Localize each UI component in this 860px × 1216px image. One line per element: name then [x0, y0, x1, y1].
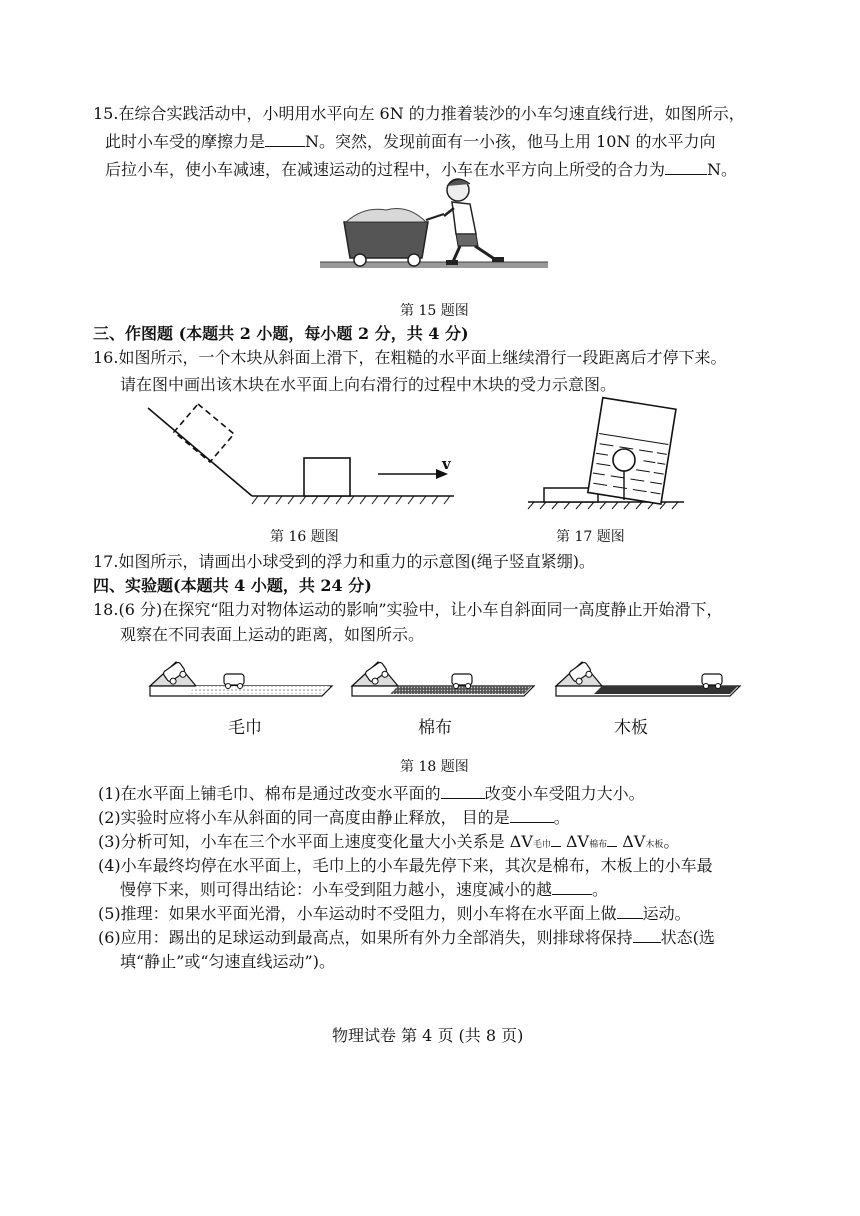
surface-label-cloth: 棉布	[418, 718, 452, 738]
q18-part5	[98, 902, 691, 926]
delta-v-mianbu: ΔV	[565, 832, 590, 851]
q18-line2: 观察在不同表面上运动的距离，如图所示。	[120, 625, 425, 644]
q18-part2-text-b: 。	[553, 808, 570, 827]
q17-text: 17.如图所示，请画出小球受到的浮力和重力的示意图(绳子竖直紧绷)。	[93, 552, 595, 571]
q16-line2: 请在图中画出该木块在水平面上向右滑行的过程中木块的受力示意图。	[120, 375, 617, 394]
answer-blank	[441, 782, 485, 799]
q15-line3-text-a: 后拉小车，使小车减速，在减速运动的过程中，小车在水平方向上所受的合力为	[105, 160, 666, 179]
q18-part4-text-b: 慢停下来，则可得出结论：小车受到阻力越小，速度减小的越	[120, 880, 553, 899]
page-footer: 物理试卷 第 4 页 (共 8 页)	[332, 1026, 524, 1045]
figure-17-caption: 第 17 题图	[556, 529, 625, 545]
q18-part2-text-a: (2)实验时应将小车从斜面的同一高度由静止释放， 目的是	[98, 808, 510, 827]
q18-part1	[98, 782, 645, 806]
q18-part3-text-a: (3)分析可知，小车在三个水平面上速度变化量大小关系是	[98, 832, 505, 851]
answer-blank	[551, 830, 561, 847]
figure-16-caption: 第 16 题图	[270, 529, 339, 545]
q18-line1: 18.(6 分)在探究“阻力对物体运动的影响”实验中，让小车自斜面同一高度静止开始滑下，	[93, 600, 723, 619]
answer-blank	[265, 130, 305, 147]
surface-label-wood: 木板	[614, 718, 648, 738]
q15-line2-text-a: 此时小车受的摩擦力是	[105, 132, 266, 151]
answer-blank	[510, 806, 554, 823]
q18-part1-text-b: 改变小车受阻力大小。	[484, 784, 645, 803]
q18-part6-line2: 填“静止”或“匀速直线运动”)。	[120, 952, 335, 971]
q18-part6-line1	[98, 926, 715, 950]
answer-blank	[633, 926, 661, 943]
surface-label-towel: 毛巾	[228, 718, 262, 738]
q18-part3-end: 。	[663, 832, 680, 851]
q15-line2-text-b: N。突然，发现前面有一小孩，他马上用 10N 的水平力向	[305, 132, 716, 151]
q18-part6-text-b: 状态(选	[660, 928, 715, 947]
q16-line1: 16.如图所示，一个木块从斜面上滑下，在粗糙的水平面上继续滑行一段距离后才停下来。	[93, 348, 727, 367]
q18-part5-text-a: (5)推理：如果水平面光滑，小车运动时不受阻力，则小车将在水平面上做	[98, 904, 617, 923]
surface-panel-wood	[556, 661, 740, 696]
figure-18-caption: 第 18 题图	[400, 759, 469, 775]
answer-blank	[607, 830, 617, 847]
surface-panel-cloth	[352, 661, 534, 696]
q18-part4-line2	[120, 878, 608, 902]
q18-part4-line1: (4)小车最终均停在水平面上，毛巾上的小车最先停下来，其次是棉布，木板上的小车最	[98, 856, 713, 875]
figure-15-boy-pushing-cart	[320, 172, 550, 284]
answer-blank	[552, 878, 592, 895]
figure-16-incline-block	[148, 404, 458, 512]
velocity-label: v	[442, 455, 451, 473]
answer-blank	[665, 158, 707, 175]
q18-part3	[98, 830, 679, 857]
q18-part1-text-a: (1)在水平面上铺毛巾、棉布是通过改变水平面的	[98, 784, 441, 803]
delta-v-maojin: ΔV	[509, 832, 533, 851]
subscript-maojin: 毛巾	[532, 840, 551, 850]
answer-blank	[617, 902, 643, 919]
q18-part6-text-a: (6)应用：踢出的足球运动到最高点，如果所有外力全部消失，则排球将保持	[98, 928, 633, 947]
figure-18-surface-experiment	[146, 656, 746, 712]
subscript-muban: 木板	[645, 840, 664, 850]
section-3-heading: 三、作图题 (本题共 2 小题，每小题 2 分，共 4 分)	[93, 324, 469, 343]
subscript-mianbu: 棉布	[589, 840, 608, 850]
surface-panel-towel	[150, 661, 332, 696]
q18-part5-text-b: 运动。	[642, 904, 691, 923]
figure-17-container-ball	[528, 396, 688, 512]
section-4-heading: 四、实验题(本题共 4 小题，共 24 分)	[93, 576, 372, 595]
q18-part4-text-c: 。	[592, 880, 609, 899]
q15-line1: 15.在综合实践活动中，小明用水平向左 6N 的力推着装沙的小车匀速直线行进，如图所示，	[93, 104, 745, 123]
q15-line3-text-b: N。	[707, 160, 738, 179]
q15-line2	[105, 130, 716, 154]
delta-v-muban: ΔV	[622, 832, 646, 851]
figure-15-caption: 第 15 题图	[400, 303, 469, 319]
q18-part2	[98, 806, 570, 830]
